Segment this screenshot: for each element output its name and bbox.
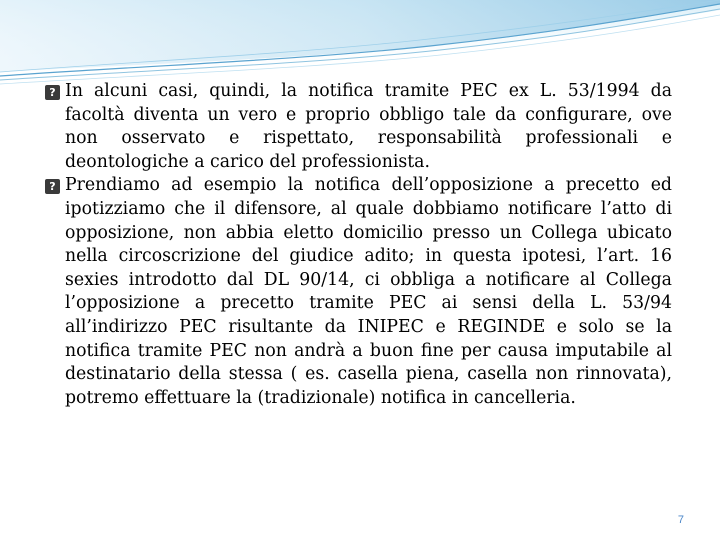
bullet-text-2: Prendiamo ad esempio la notifica dell’opposizione a precetto ed ipotizziamo che il difensore, al quale dobbiamo notificare l’atto di opposizione, non abbia eletto domicilio presso un Collega ubicato nella circoscrizione del giudice adito; in questa ipotesi, l’art. 16 sexies introdotto dal DL 90/14, ci obbliga a notificare al Collega l’opposizione a precetto tramite PEC ai sensi della L. 53/94 all’indirizzo PEC risultante da INIPEC e REGINDE e solo se la notifica tramite PEC non andrà a buon fine per causa imputabile al destinatario della stessa ( es. casella piena, casella non rinnovata), potremo effettuare la (tradizionale) notifica in cancelleria.: [65, 175, 672, 408]
page-number: 7: [677, 514, 684, 526]
slide-content: [45, 80, 672, 410]
bullet-text-1: In alcuni casi, quindi, la notifica tramite PEC ex L. 53/1994 da facoltà diventa un vero e proprio obbligo tale da configurare, ove non osservato e rispettato, responsabilità professionali e deontologiche a carico del professionista.: [65, 81, 672, 172]
bullet-item-2: [45, 174, 672, 410]
replacement-character-icon: ?: [45, 85, 60, 100]
replacement-character-icon: ?: [45, 179, 60, 194]
bullet-item-1: [45, 80, 672, 174]
